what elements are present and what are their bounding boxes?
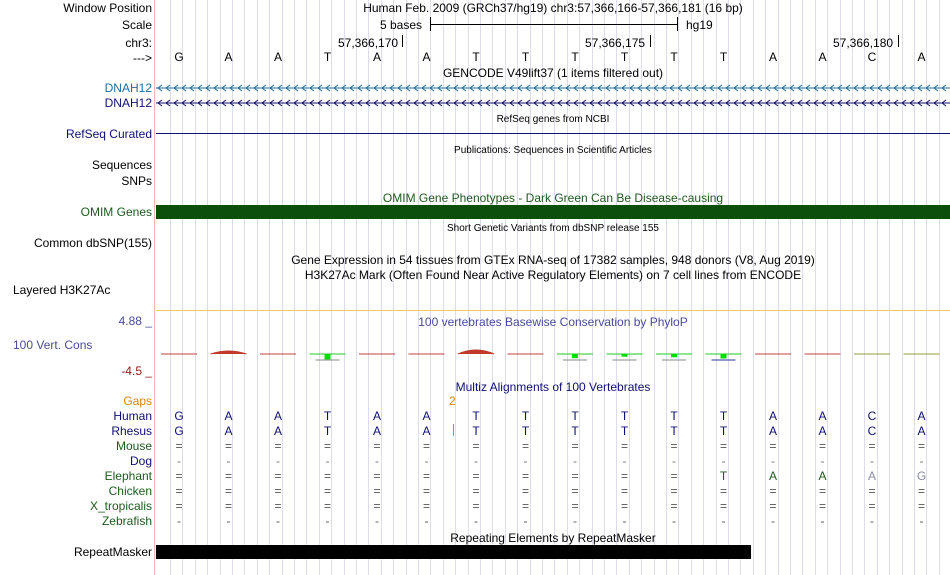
alignment-base: A [768, 424, 777, 438]
alignment-base: = [422, 484, 430, 498]
alignment-base: = [917, 484, 925, 498]
scale-assembly: hg19 [686, 18, 713, 32]
repeat-element-bar[interactable] [156, 545, 751, 559]
base-letter: A [818, 50, 827, 64]
alignment-base: = [373, 484, 381, 498]
alignment-base: = [818, 499, 826, 513]
cons-label[interactable]: 100 Vert. Cons [13, 338, 93, 352]
cons-score-mark [211, 351, 247, 354]
alignment-base: = [175, 484, 183, 498]
alignment-base: T [521, 409, 530, 423]
alignment-base: = [769, 484, 777, 498]
alignment-base: A [224, 424, 233, 438]
base-letter: T [472, 50, 480, 64]
alignment-base: = [175, 499, 183, 513]
alignment-base: G [916, 469, 927, 483]
base-letter: A [422, 50, 431, 64]
alignment-base: A [273, 409, 282, 423]
strand-label: ---> [133, 51, 152, 65]
cons-track-title[interactable]: 100 vertebrates Basewise Conservation by PhyloP [418, 315, 688, 329]
cons-score-mark [671, 354, 677, 357]
repeat-track-title[interactable]: Repeating Elements by RepeatMasker [450, 531, 656, 545]
h3k27ac-signal-line [156, 310, 950, 311]
alignment-base: = [670, 484, 678, 498]
cons-score-mark [622, 354, 628, 357]
alignment-base: T [620, 424, 629, 438]
alignment-base: = [323, 499, 331, 513]
alignment-base: = [769, 499, 777, 513]
alignment-base: A [422, 424, 431, 438]
alignment-base: = [769, 439, 777, 453]
alignment-base: = [917, 439, 925, 453]
species-label-dog[interactable]: Dog [129, 454, 152, 468]
cons-score-mark [458, 350, 494, 354]
alignment-base: = [571, 484, 579, 498]
gencode-gene-label-2[interactable]: DNAH12 [104, 96, 152, 110]
alignment-base: - [523, 514, 528, 528]
h3k27ac-label[interactable]: Layered H3K27Ac [13, 283, 111, 297]
alignment-base: - [424, 454, 429, 468]
chr-tick-mark-3 [898, 35, 899, 47]
alignment-base: G [174, 409, 184, 423]
cons-score-mark [572, 354, 578, 358]
omim-track-title[interactable]: OMIM Gene Phenotypes - Dark Green Can Be Disease-causing [382, 191, 724, 205]
alignment-base: = [274, 499, 282, 513]
alignment-base: = [175, 469, 183, 483]
base-letter: G [174, 50, 184, 64]
alignment-base: = [868, 499, 876, 513]
alignment-base: = [323, 484, 331, 498]
base-letter: C [867, 50, 877, 64]
cons-score-mark [325, 354, 331, 359]
alignment-base: - [820, 454, 825, 468]
alignment-base: - [226, 454, 231, 468]
alignment-base: - [622, 454, 627, 468]
alignment-base: = [274, 439, 282, 453]
species-label-x-tropicalis[interactable]: X_tropicalis [89, 499, 152, 513]
cons-plot[interactable] [156, 330, 950, 380]
gencode-gene-2[interactable] [156, 97, 950, 109]
alignment-base: = [719, 484, 727, 498]
label-divider [154, 0, 155, 575]
alignment-base: - [870, 454, 874, 468]
alignment-base: = [422, 499, 430, 513]
base-letter: A [372, 50, 381, 64]
alignment-base: = [422, 469, 430, 483]
alignment-base: T [719, 409, 728, 423]
alignment-base: T [670, 409, 678, 423]
species-label-elephant[interactable]: Elephant [104, 469, 152, 483]
alignment-base: = [521, 499, 529, 513]
base-letter: A [224, 50, 233, 64]
alignment-base: = [274, 469, 282, 483]
alignment-base: = [571, 469, 579, 483]
chr-tick-2: 57,366,175 [585, 36, 646, 50]
alignment-base: A [917, 409, 926, 423]
alignment-base: G [174, 424, 184, 438]
alignment-base: - [771, 514, 775, 528]
alignment-base: = [620, 499, 628, 513]
alignment-base: = [472, 439, 480, 453]
alignment-base: = [670, 439, 678, 453]
alignment-base: T [521, 424, 530, 438]
gaps-label: Gaps [123, 394, 152, 408]
window-position-value: Human Feb. 2009 (GRCh37/hg19) chr3:57,366,166-57,366,181 (16 bp) [363, 1, 743, 15]
alignment-base: - [375, 514, 379, 528]
alignment-base: = [917, 499, 925, 513]
alignment-base: = [323, 439, 331, 453]
alignment-base: T [620, 409, 629, 423]
alignment-base: - [325, 514, 330, 528]
alignment-base: - [276, 514, 280, 528]
gap-marker [453, 424, 454, 436]
dbsnp-label[interactable]: Common dbSNP(155) [33, 236, 152, 250]
base-letter: A [273, 50, 282, 64]
alignment-base: A [224, 409, 233, 423]
multiz-track-title[interactable]: Multiz Alignments of 100 Vertebrates [455, 380, 651, 394]
alignment-base: C [867, 424, 877, 438]
alignment-base: - [474, 514, 478, 528]
species-label-chicken[interactable]: Chicken [108, 484, 152, 498]
chr-label: chr3: [125, 36, 152, 50]
alignment-base: = [719, 439, 727, 453]
alignment-base: A [818, 409, 827, 423]
alignment-base: - [672, 454, 676, 468]
alignment-base: A [273, 424, 282, 438]
species-label-rhesus[interactable]: Rhesus [111, 424, 152, 438]
omim-label[interactable]: OMIM Genes [80, 205, 152, 219]
alignment-base: T [323, 409, 332, 423]
alignment-base: = [719, 499, 727, 513]
alignment-base: - [523, 454, 528, 468]
alignment-base: = [472, 469, 480, 483]
alignment-base: - [919, 454, 924, 468]
base-letter: T [719, 50, 728, 64]
alignment-base: = [818, 439, 826, 453]
alignment-base: - [325, 454, 330, 468]
chr-tick-mark-2 [650, 35, 651, 47]
alignment-base: T [719, 424, 728, 438]
alignment-base: - [870, 514, 874, 528]
alignment-base: = [521, 469, 529, 483]
alignment-base: A [372, 424, 381, 438]
species-label-mouse[interactable]: Mouse [115, 439, 152, 453]
alignment-base: = [521, 484, 529, 498]
chr-tick-1: 57,366,170 [338, 36, 399, 50]
alignment-base: = [224, 469, 232, 483]
alignment-base: T [323, 424, 332, 438]
alignment-base: T [472, 409, 480, 423]
base-letter: T [620, 50, 629, 64]
alignment-base: A [768, 469, 777, 483]
alignment-base: = [274, 484, 282, 498]
alignment-base: - [276, 454, 280, 468]
alignment-base: T [571, 409, 579, 423]
alignment-base: = [670, 499, 678, 513]
gtex-track-title[interactable]: Gene Expression in 54 tissues from GTEx RNA-seq of 17382 samples, 948 donors (V8, Aug 2019) [291, 253, 815, 267]
alignment-base: = [868, 439, 876, 453]
omim-gene-bar[interactable] [156, 205, 950, 219]
chr-tick-mark-1 [402, 35, 403, 47]
base-letter: A [768, 50, 777, 64]
alignment-base: = [224, 484, 232, 498]
alignment-base: = [323, 469, 331, 483]
dbsnp-track-title[interactable]: Short Genetic Variants from dbSNP release 155 [447, 223, 659, 234]
refseq-gene-line[interactable] [156, 133, 950, 134]
alignment-base: T [571, 424, 579, 438]
alignment-base: A [818, 424, 827, 438]
alignment-base: = [175, 439, 183, 453]
alignment-base: - [573, 454, 577, 468]
alignment-base: T [670, 424, 678, 438]
alignment-base: = [472, 484, 480, 498]
alignment-base: - [177, 454, 181, 468]
gaps-value: 2 [449, 394, 456, 408]
alignment-base: = [868, 484, 876, 498]
refseq-track-title[interactable]: RefSeq genes from NCBI [496, 114, 610, 125]
window-position-label: Window Position [63, 1, 152, 15]
alignment-base: - [721, 514, 726, 528]
gencode-gene-label-1[interactable]: DNAH12 [104, 81, 152, 95]
scale-bar [430, 24, 678, 25]
alignment-base: = [373, 499, 381, 513]
sequences-label[interactable]: Sequences [91, 158, 152, 172]
alignment-base: - [919, 514, 924, 528]
species-label-human[interactable]: Human [113, 409, 152, 423]
base-letter: T [670, 50, 678, 64]
alignment-base: - [375, 454, 379, 468]
alignment-base: - [573, 514, 577, 528]
alignment-base: - [226, 514, 231, 528]
alignment-base: = [571, 439, 579, 453]
refseq-label[interactable]: RefSeq Curated [65, 127, 152, 141]
alignment-base: A [422, 409, 431, 423]
alignment-base: - [820, 514, 825, 528]
alignment-base: = [620, 439, 628, 453]
alignment-base: = [620, 484, 628, 498]
scale-bar-right-tick [677, 17, 678, 31]
alignment-base: = [670, 469, 678, 483]
gencode-gene-1[interactable] [156, 82, 950, 94]
species-label-zebrafish[interactable]: Zebrafish [101, 514, 152, 528]
alignment-base: - [672, 514, 676, 528]
alignment-base: - [474, 454, 478, 468]
alignment-base: - [424, 514, 429, 528]
base-letter: T [571, 50, 579, 64]
alignment-base: T [719, 469, 728, 483]
base-letter: A [917, 50, 926, 64]
base-letter: T [323, 50, 332, 64]
alignment-base: = [373, 439, 381, 453]
alignment-base: A [768, 409, 777, 423]
alignment-base: = [818, 484, 826, 498]
alignment-base: = [620, 469, 628, 483]
scale-size: 5 bases [380, 18, 423, 32]
chr-tick-3: 57,366,180 [833, 36, 894, 50]
cons-max-label: 4.88 _ [118, 314, 152, 328]
alignment-base: = [373, 469, 381, 483]
gencode-track-title[interactable]: GENCODE V49lift37 (1 items filtered out) [442, 66, 664, 80]
alignment-base: A [818, 469, 827, 483]
alignment-base: = [571, 499, 579, 513]
alignment-base: C [867, 409, 877, 423]
alignment-base: = [422, 439, 430, 453]
alignment-base: = [224, 439, 232, 453]
repeat-label[interactable]: RepeatMasker [73, 545, 152, 559]
scale-label: Scale [121, 18, 152, 32]
alignment-base: A [917, 424, 926, 438]
cons-score-mark [721, 354, 727, 359]
alignment-base: - [622, 514, 627, 528]
alignment-base: = [472, 499, 480, 513]
base-letter: T [521, 50, 530, 64]
snps-label[interactable]: SNPs [121, 174, 152, 188]
cons-min-label: -4.5 _ [121, 364, 152, 378]
alignment-base: - [771, 454, 775, 468]
alignment-base: = [224, 499, 232, 513]
alignment-base: T [472, 424, 480, 438]
alignment-base: = [521, 439, 529, 453]
h3k27ac-track-title[interactable]: H3K27Ac Mark (Often Found Near Active Regulatory Elements) on 7 cell lines from ENCODE [304, 268, 802, 282]
alignment-base: A [867, 469, 876, 483]
alignment-base: - [721, 454, 726, 468]
alignment-base: A [372, 409, 381, 423]
alignment-base: - [177, 514, 181, 528]
publications-track-title[interactable]: Publications: Sequences in Scientific Articles [454, 145, 652, 156]
